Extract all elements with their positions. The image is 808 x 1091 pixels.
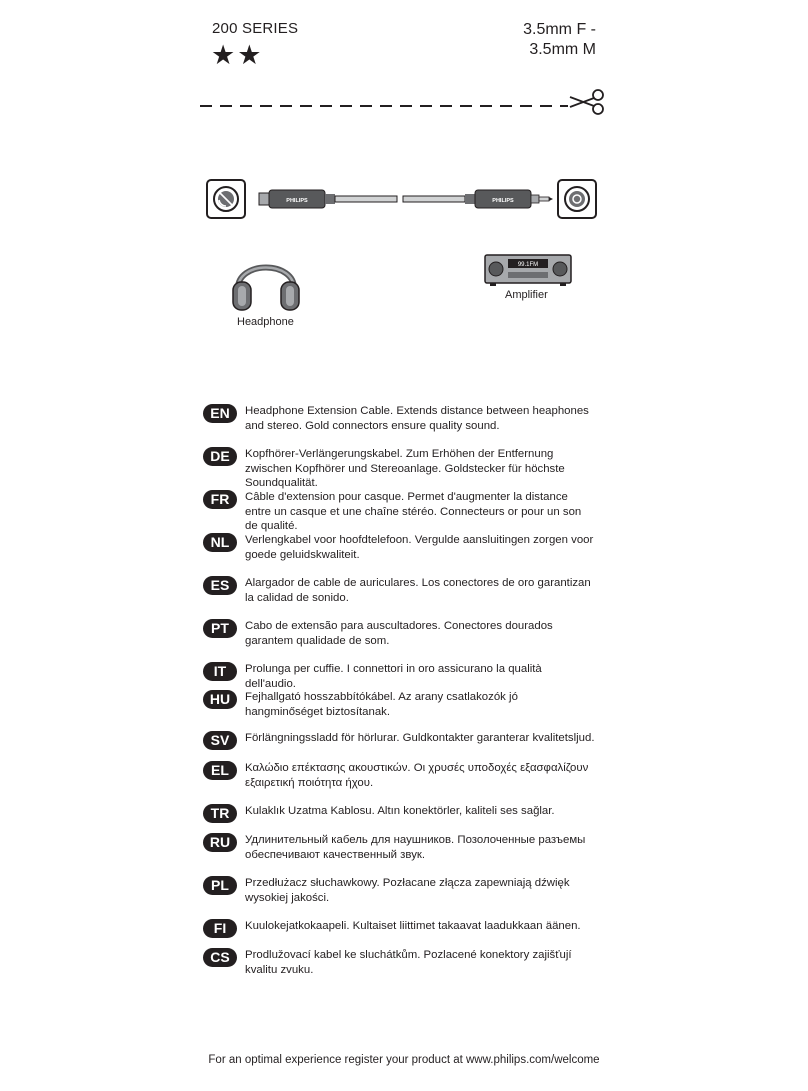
product-name [523,20,596,60]
lang-badge: ES [203,576,237,595]
cable-illustration [205,176,600,226]
cut-line [200,88,610,116]
lang-badge: RU [203,833,237,852]
amplifier-label: Amplifier [505,289,548,301]
lang-badge: EN [203,404,237,423]
lang-badge: EL [203,761,237,780]
amplifier-socket-icon [558,180,596,218]
lang-description: Prolunga per cuffie. I connettori in oro assicurano la qualità dell'audio. [245,663,542,690]
cable-cord [335,196,465,202]
lang-description: Förlängningssladd för hörlurar. Guldkontakter garanterar kvalitetsljud. [245,732,595,744]
lang-description: Cabo de extensão para auscultadores. Conectores dourados garantem qualidade de som. [245,620,553,647]
lang-badge: SV [203,731,237,750]
headphone-label: Headphone [237,316,294,328]
lang-description: Verlengkabel voor hoofdtelefoon. Vergulde aansluitingen zorgen voor goede geluidskwaliteit. [245,534,594,561]
lang-description: Fejhallgató hosszabbítókábel. Az arany csatlakozók jó hangminőséget biztosítanak. [245,691,518,718]
lang-badge: DE [203,447,237,466]
registration-footer: For an optimal experience register your product at www.philips.com/welcome [208,1054,600,1066]
lang-badge: NL [203,533,237,552]
lang-badge: PL [203,876,237,895]
lang-badge: FR [203,490,237,509]
lang-badge: TR [203,804,237,823]
product-name-line-2: 3.5mm M [529,41,596,58]
lang-description: Alargador de cable de auriculares. Los conectores de oro garantizan la calidad de sonido. [245,577,591,604]
lang-description: Headphone Extension Cable. Extends distance between heaphones and stereo. Gold connectors ensure quality sound. [245,405,589,432]
lang-description: Kulaklık Uzatma Kablosu. Altın konektörler, kaliteli ses sağlar. [245,805,555,817]
lang-badge: HU [203,690,237,709]
lang-description: Przedłużacz słuchawkowy. Pozłacane złącza zapewniają dźwięk wysokiej jakości. [245,877,570,904]
male-plug [465,190,553,208]
product-name-line-1: 3.5mm F - [523,21,596,38]
headphone-socket-icon [207,180,245,218]
lang-badge: IT [203,662,237,681]
amp-display: 99.1FM [517,262,539,268]
female-plug [259,190,335,208]
plug-brand: PHILIPS [286,198,308,204]
lang-badge: PT [203,619,237,638]
headphone-icon [230,246,302,316]
lang-description: Kopfhörer-Verlängerungskabel. Zum Erhöhen der Entfernung zwischen Kopfhörer und Stereoanlage. Goldstecker für höchste Soundqualität. [245,448,565,489]
series-title: 200 SERIES [212,20,299,37]
amplifier-icon [484,254,572,286]
lang-badge: FI [203,919,237,938]
lang-description: Удлинительный кабель для наушников. Позолоченные разъемы обеспечивают качественный звук. [245,834,586,861]
rating-stars: ★★ [211,40,264,70]
lang-badge: CS [203,948,237,967]
lang-description: Kuulokejatkokaapeli. Kultaiset liittimet takaavat laadukkaan äänen. [245,920,581,932]
lang-description: Câble d'extension pour casque. Permet d'augmenter la distance entre un casque et une chaîne stéréo. Connecteurs or pour un son de qualité. [245,491,582,532]
scissors-icon [570,90,603,114]
lang-description: Prodlužovací kabel ke sluchátkům. Pozlacené konektory zajišťují kvalitu zvuku. [245,949,572,976]
lang-description: Καλώδιο επέκτασης ακουστικών. Οι χρυσές υποδοχές εξασφαλίζουν εξαιρετική ποιότητα ήχου. [245,762,589,789]
plug-brand: PHILIPS [492,198,514,204]
